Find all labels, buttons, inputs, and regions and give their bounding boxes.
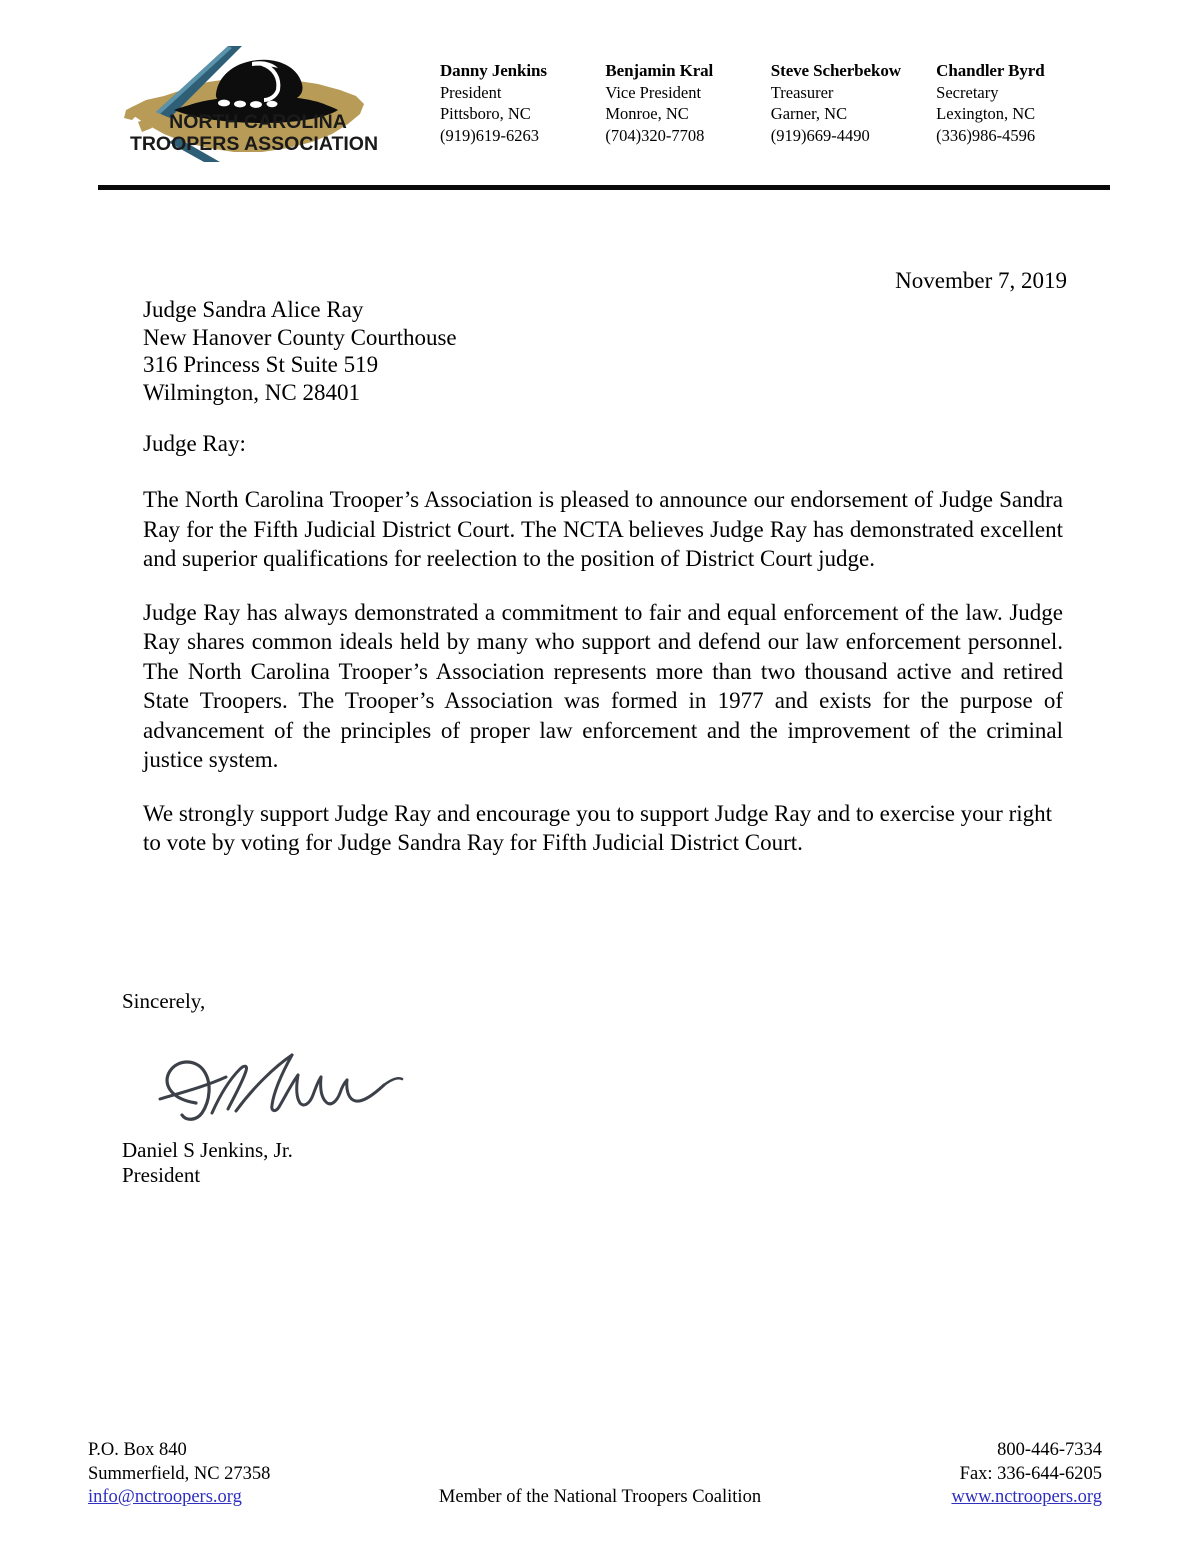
officer-city: Pittsboro, NC bbox=[440, 104, 531, 123]
letterhead bbox=[0, 0, 1200, 190]
signer-block bbox=[122, 1138, 293, 1188]
header-divider bbox=[98, 185, 1110, 190]
officer-phone: (919)669-4490 bbox=[770, 125, 870, 145]
footer-membership: Member of the National Troopers Coalition bbox=[438, 1487, 762, 1507]
officer-city: Garner, NC bbox=[770, 104, 848, 123]
recipient-street: 316 Princess St Suite 519 bbox=[143, 352, 379, 377]
officer-phone: (704)320-7708 bbox=[605, 125, 705, 145]
footer-email-link[interactable]: info@nctroopers.org bbox=[88, 1487, 242, 1507]
footer-po-box: P.O. Box 840 bbox=[88, 1440, 187, 1460]
officer-phone: (919)619-6263 bbox=[440, 125, 539, 145]
officer-vice-president bbox=[605, 60, 770, 146]
signer-title: President bbox=[122, 1163, 201, 1187]
letter-date: November 7, 2019 bbox=[895, 268, 1067, 293]
footer-contact bbox=[951, 1439, 1102, 1510]
officer-name: Steve Scherbekow bbox=[770, 61, 901, 80]
body-paragraph-2: Judge Ray has always demonstrated a commitment to fair and equal enforcement of the law. Judge Ray shares common ideals held by many who support and defend our law enforcement personnel. The North Carolina Trooper’s Association represents more than two thousand active and retired State Troopers. The Trooper’s Association was formed in 1977 and exists for the purpose of advancement of the principles of proper law enforcement and the improvement of the criminal justice system. bbox=[143, 599, 1063, 772]
page-footer bbox=[0, 1439, 1200, 1515]
officer-name: Benjamin Kral bbox=[605, 61, 714, 80]
recipient-city-state-zip: Wilmington, NC 28401 bbox=[143, 379, 360, 405]
signer-name: Daniel S Jenkins, Jr. bbox=[122, 1138, 293, 1162]
recipient-address bbox=[143, 296, 457, 406]
officer-role: President bbox=[440, 82, 502, 102]
officers-list bbox=[440, 60, 1090, 146]
officer-role: Vice President bbox=[605, 82, 702, 102]
officer-president bbox=[440, 60, 605, 146]
logo-line-2: TROOPERS ASSOCIATION bbox=[129, 133, 379, 155]
officer-name: Danny Jenkins bbox=[440, 61, 547, 80]
letter-body bbox=[143, 485, 1063, 882]
officer-treasurer bbox=[771, 60, 936, 146]
officer-city: Monroe, NC bbox=[605, 104, 689, 123]
recipient-name: Judge Sandra Alice Ray bbox=[143, 297, 364, 322]
body-paragraph-3: We strongly support Judge Ray and encourage you to support Judge Ray and to exercise your right to vote by voting for Judge Sandra Ray for Fifth Judicial District Court. bbox=[143, 800, 1053, 855]
footer-fax: Fax: 336-644-6205 bbox=[959, 1463, 1102, 1484]
officer-city: Lexington, NC bbox=[936, 104, 1036, 123]
officer-secretary bbox=[936, 60, 1090, 146]
officer-name: Chandler Byrd bbox=[936, 61, 1045, 80]
logo-line-1: NORTH CAROLINA bbox=[169, 111, 347, 133]
body-paragraph-1: The North Carolina Trooper’s Association is pleased to announce our endorsement of Judge Sandra Ray for the Fifth Judicial District Court. The NCTA believes Judge Ray has demonstrated excellent and superior qualifications for reelection to the position of District Court judge. bbox=[143, 487, 1063, 571]
footer-phone: 800-446-7334 bbox=[997, 1440, 1102, 1460]
salutation: Judge Ray: bbox=[143, 431, 246, 456]
officer-phone: (336)986-4596 bbox=[936, 125, 1036, 145]
officer-role: Secretary bbox=[936, 82, 999, 102]
handwritten-signature-icon bbox=[140, 1025, 420, 1130]
footer-website-link[interactable]: www.nctroopers.org bbox=[951, 1487, 1102, 1507]
closing-salutation: Sincerely, bbox=[122, 989, 206, 1013]
footer-city-state-zip: Summerfield, NC 27358 bbox=[88, 1463, 271, 1484]
nc-troopers-association-logo-icon bbox=[112, 38, 402, 168]
recipient-org: New Hanover County Courthouse bbox=[143, 324, 457, 350]
officer-role: Treasurer bbox=[770, 82, 834, 102]
